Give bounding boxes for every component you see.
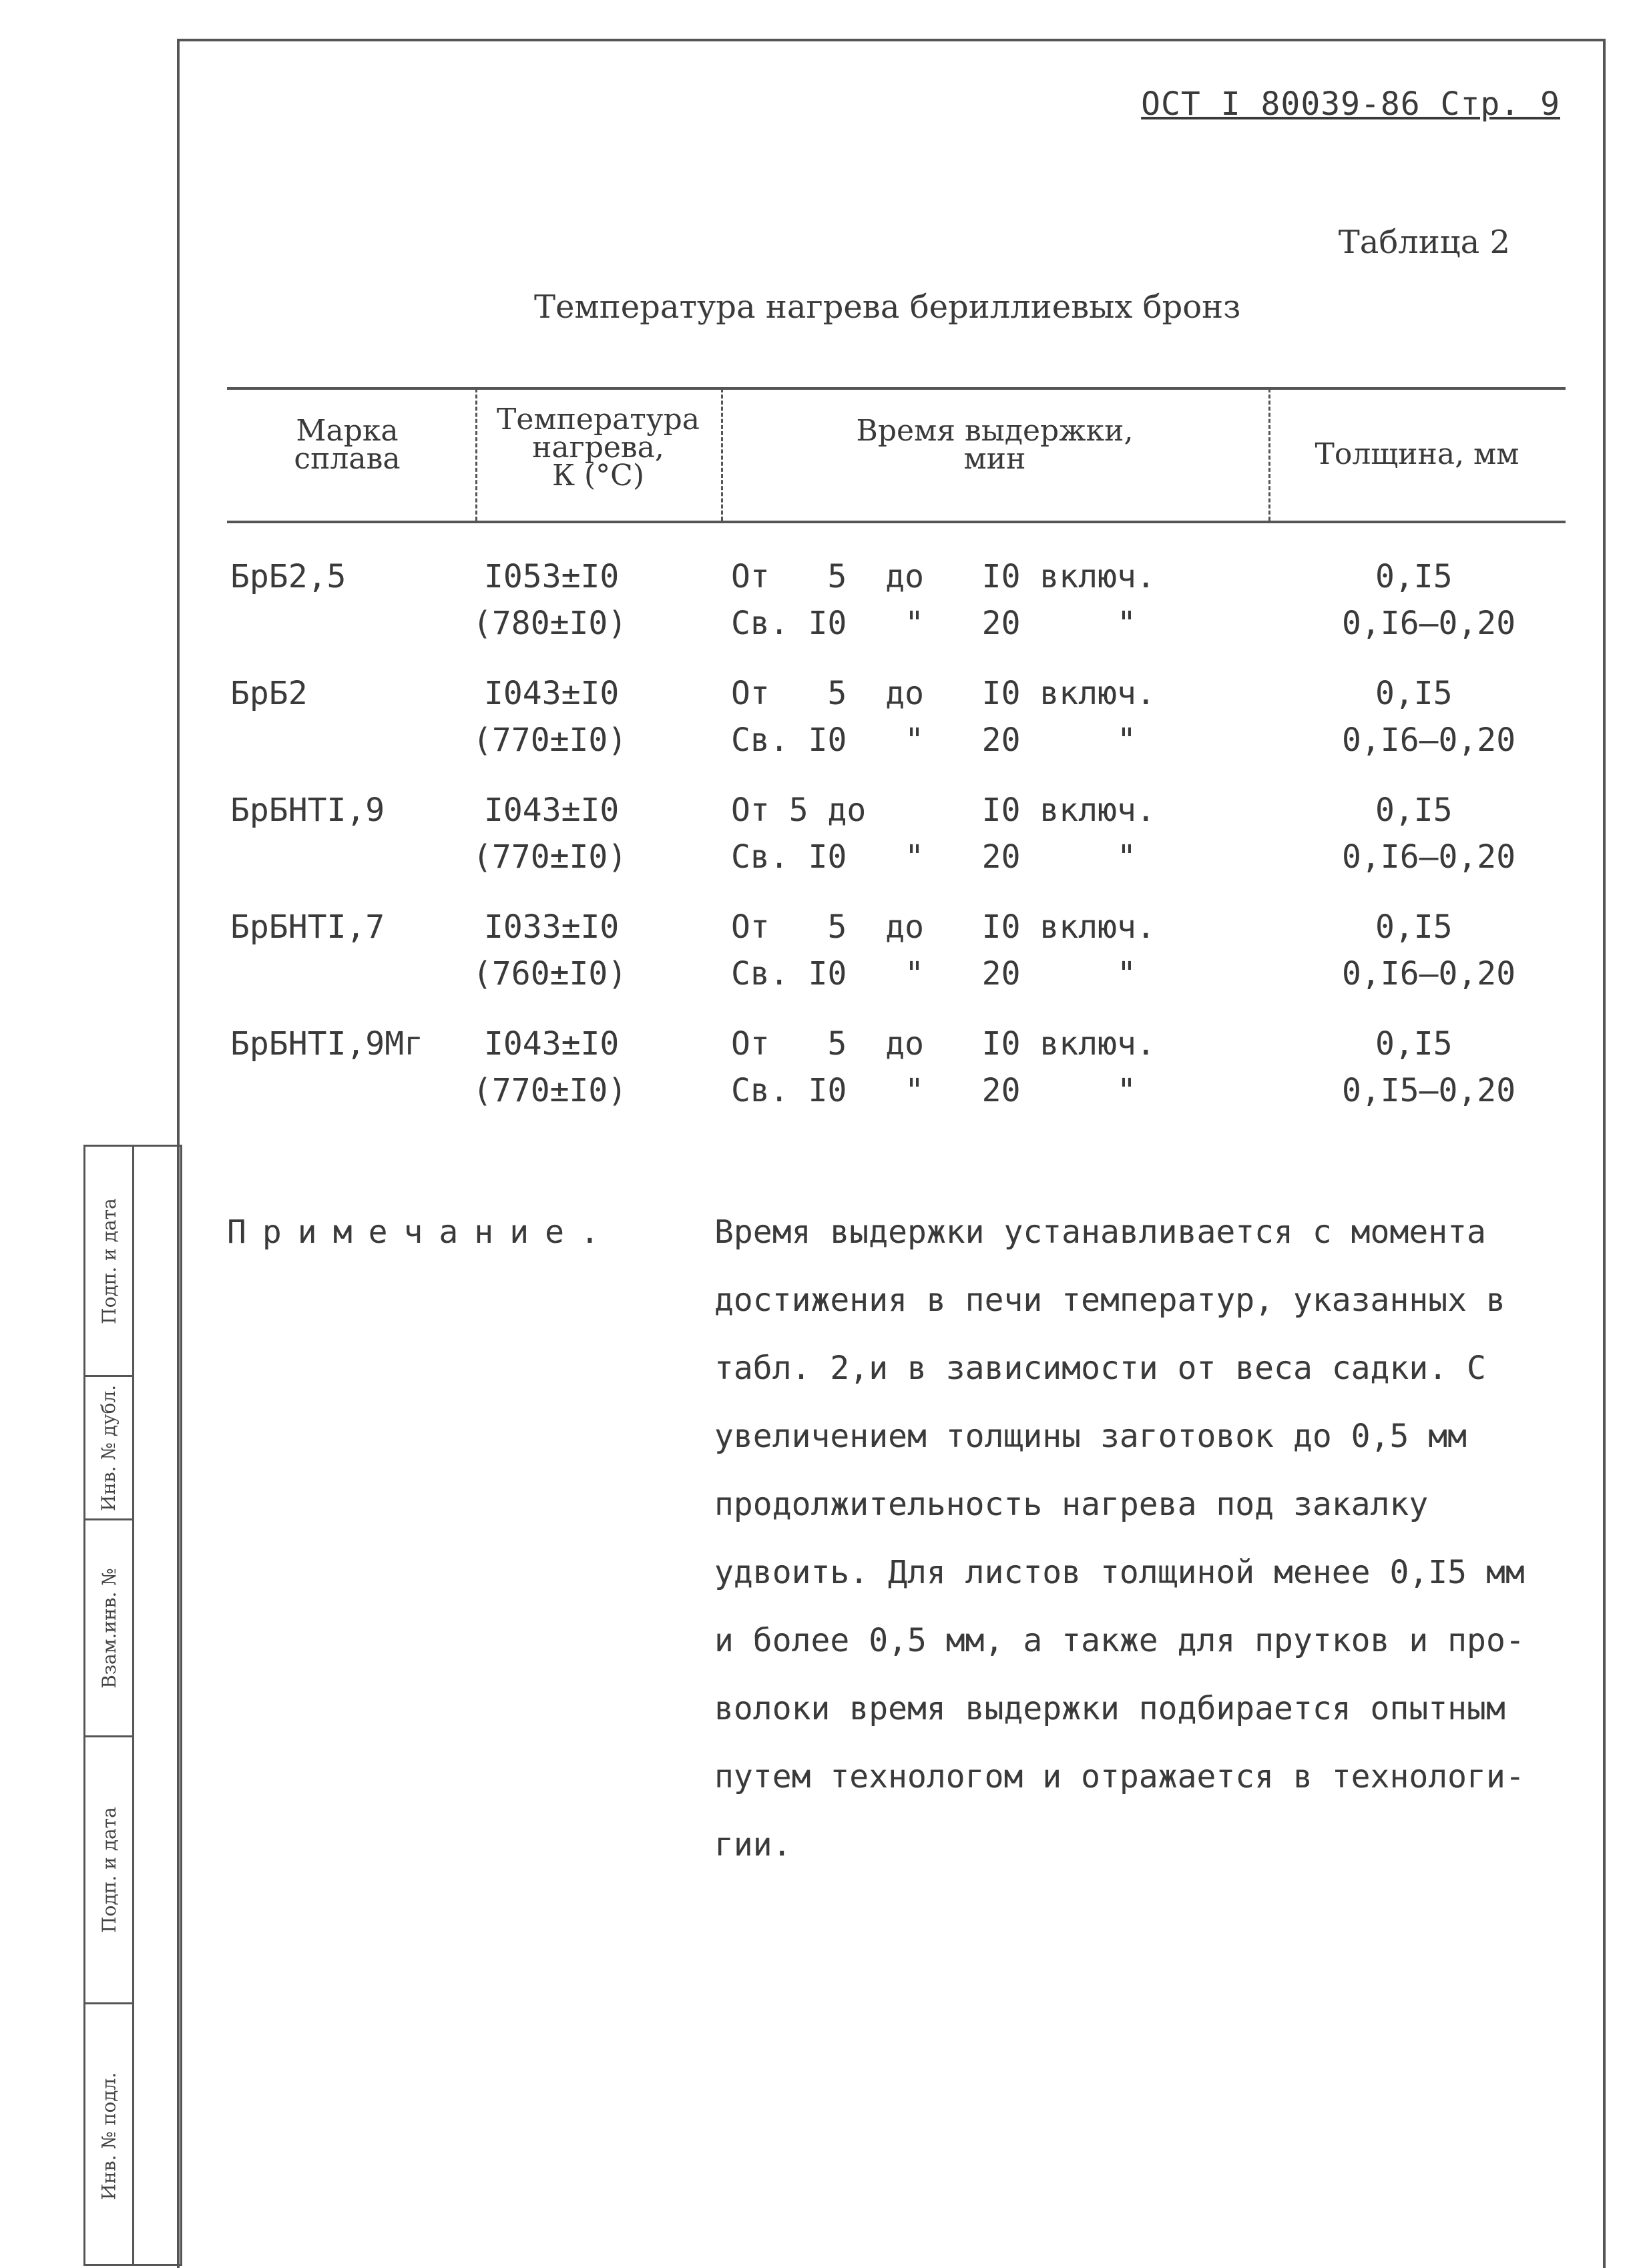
- cell-thickness-1: 0,I5: [1375, 558, 1453, 595]
- note-line: продолжительность нагрева под закалку: [714, 1486, 1429, 1523]
- cell-temp-k: I043±I0: [484, 792, 620, 829]
- header-temperature: Температура нагрева, К (°С): [496, 402, 700, 493]
- note-line: табл. 2,и в зависимости от веса садки. С: [714, 1350, 1486, 1387]
- cell-thickness-1: 0,I5: [1375, 908, 1453, 946]
- cell-time-2: Св. I0 " 20 ": [731, 722, 1136, 759]
- cell-temp-c: (770±I0): [473, 1072, 628, 1109]
- cell-time-2: Св. I0 " 20 ": [731, 1072, 1136, 1109]
- note-line: достижения в печи температур, указанных в: [714, 1282, 1505, 1319]
- cell-time-1: От 5 до I0 включ.: [731, 1025, 1156, 1063]
- note-line: и более 0,5 мм, а также для прутков и про-: [714, 1622, 1525, 1659]
- cell-grade: БрБ2: [230, 675, 308, 712]
- table-number: Таблица 2: [1338, 224, 1510, 261]
- stamp-cell-dup-inv: Инв. № дубл.: [85, 1377, 132, 1520]
- cell-grade: БрБНТI,9Мг: [230, 1025, 423, 1063]
- note-line: путем технологом и отражается в технологи-: [714, 1758, 1525, 1795]
- page-frame: [177, 39, 1606, 2268]
- table-title: Температура нагрева бериллиевых бронз: [534, 288, 1241, 326]
- stamp-label-column: [85, 1147, 134, 2264]
- note-label: Примечание.: [227, 1213, 616, 1251]
- cell-thickness-2: 0,I6–0,20: [1342, 605, 1516, 642]
- cell-temp-k: I043±I0: [484, 675, 620, 712]
- cell-thickness-1: 0,I5: [1375, 675, 1453, 712]
- cell-thickness-2: 0,I6–0,20: [1342, 838, 1516, 876]
- cell-temp-k: I053±I0: [484, 558, 620, 595]
- cell-grade: БрБ2,5: [230, 558, 346, 595]
- cell-time-1: От 5 до I0 включ.: [731, 908, 1156, 946]
- cell-time-1: От 5 до I0 включ.: [731, 558, 1156, 595]
- cell-temp-c: (760±I0): [473, 955, 628, 993]
- stamp-cell-replace-inv: Взам.инв. №: [85, 1520, 132, 1737]
- side-stamp: [83, 1145, 182, 2266]
- cell-grade: БрБНТI,9: [230, 792, 385, 829]
- cell-time-2: Св. I0 " 20 ": [731, 605, 1136, 642]
- cell-thickness-1: 0,I5: [1375, 1025, 1453, 1063]
- document-reference: ОСТ I 80039-86 Стр. 9: [1141, 85, 1560, 123]
- header-grade: Марка сплава: [294, 414, 401, 476]
- cell-temp-c: (770±I0): [473, 722, 628, 759]
- note-line: волоки время выдержки подбирается опытным: [714, 1690, 1505, 1727]
- note-line: увеличением толщины заготовок до 0,5 мм: [714, 1418, 1467, 1455]
- cell-thickness-2: 0,I6–0,20: [1342, 722, 1516, 759]
- cell-thickness-2: 0,I5–0,20: [1342, 1072, 1516, 1109]
- cell-time-2: Св. I0 " 20 ": [731, 838, 1136, 876]
- stamp-cell-orig-inv: Инв. № подл.: [97, 2072, 120, 2201]
- note-line: удвоить. Для листов толщиной менее 0,I5 мм: [714, 1554, 1525, 1591]
- cell-thickness-2: 0,I6–0,20: [1342, 955, 1516, 993]
- cell-thickness-1: 0,I5: [1375, 792, 1453, 829]
- stamp-cell-sign-date-2: Подп. и дата: [85, 1737, 132, 2004]
- table-header-rule: [227, 521, 1566, 523]
- note-line: гии.: [714, 1826, 792, 1864]
- cell-time-1: От 5 до I0 включ.: [731, 675, 1156, 712]
- stamp-cell-sign-date-1: Подп. и дата: [85, 1147, 132, 1377]
- table-top-rule: [227, 387, 1566, 390]
- header-hold-time: Время выдержки, мин: [856, 414, 1134, 476]
- cell-time-2: Св. I0 " 20 ": [731, 955, 1136, 993]
- cell-grade: БрБНТI,7: [230, 908, 385, 946]
- cell-temp-k: I033±I0: [484, 908, 620, 946]
- cell-temp-c: (770±I0): [473, 838, 628, 876]
- note-line: Время выдержки устанавливается с момента: [714, 1213, 1486, 1251]
- header-thickness: Толщина, мм: [1315, 437, 1519, 471]
- cell-temp-c: (780±I0): [473, 605, 628, 642]
- cell-time-1: От 5 до I0 включ.: [731, 792, 1156, 829]
- cell-temp-k: I043±I0: [484, 1025, 620, 1063]
